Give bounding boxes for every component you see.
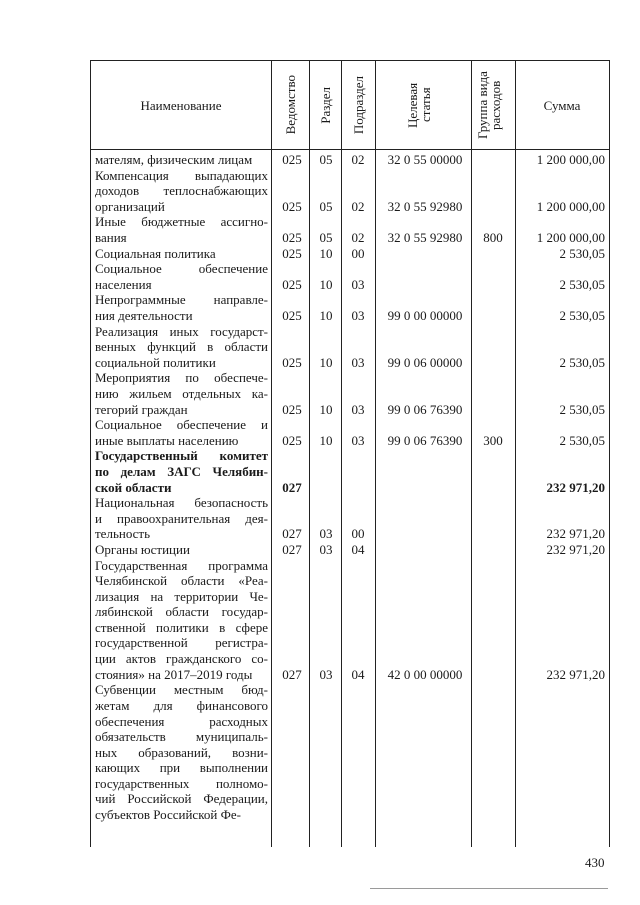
vedomstvo-cell: 025	[282, 229, 302, 245]
row-name	[95, 168, 268, 215]
summa-cell: 1 200 000,00	[536, 198, 605, 214]
table-row	[91, 214, 609, 245]
razdel-cell: 03	[319, 541, 333, 557]
table-row	[91, 448, 609, 495]
row-name-line: Субвенции местным бюд-	[95, 682, 268, 698]
razdel-cell: 10	[319, 432, 333, 448]
summa-cell: 2 530,05	[559, 307, 605, 323]
row-name	[95, 152, 268, 168]
header-summa-text: Сумма	[543, 97, 581, 113]
podrazdel-cell: 03	[351, 354, 365, 370]
podrazdel-cell: 02	[351, 152, 365, 167]
razdel-cell: 10	[319, 401, 333, 417]
table-row	[91, 324, 609, 371]
summa-cell: 232 971,20	[546, 541, 605, 557]
row-name-line: обязательств муниципаль-	[95, 729, 268, 745]
table-row	[91, 152, 609, 168]
header-summa	[515, 61, 609, 149]
podrazdel-cell: 00	[351, 245, 365, 261]
header-gruppa	[471, 61, 515, 149]
celevaya-cell: 32 0 55 92980	[387, 229, 463, 245]
table-row	[91, 542, 609, 558]
row-name	[95, 324, 268, 371]
podrazdel-cell: 04	[351, 541, 365, 557]
header-celevaya	[375, 61, 471, 149]
row-name-line: лябинской области государ-	[95, 604, 268, 620]
row-name-line: Реализация иных государст-	[95, 323, 268, 339]
vedomstvo-cell: 025	[282, 307, 302, 323]
celevaya-cell: 42 0 00 00000	[387, 666, 463, 682]
row-name	[95, 558, 268, 683]
row-name-line: венных функций в области	[95, 339, 268, 355]
header-razdel	[309, 61, 341, 149]
row-name	[95, 261, 268, 292]
row-name	[95, 214, 268, 245]
razdel-cell: 10	[319, 276, 333, 292]
podrazdel-cell: 02	[351, 229, 365, 245]
row-name-line: тегорий граждан	[95, 401, 188, 417]
header-name-text: Наименование	[140, 97, 222, 113]
razdel-cell: 10	[319, 307, 333, 323]
row-name-line: ных образований, возни-	[95, 744, 268, 760]
row-name-line: Социальная политика	[95, 245, 216, 261]
celevaya-cell: 99 0 00 00000	[387, 307, 463, 323]
vedomstvo-cell: 025	[282, 276, 302, 292]
summa-cell: 232 971,20	[546, 479, 605, 495]
footer-rule	[370, 888, 608, 889]
header-vedomstvo	[271, 61, 309, 149]
table-row	[91, 246, 609, 262]
summa-cell: 232 971,20	[546, 526, 605, 542]
table-row	[91, 682, 609, 822]
row-name	[95, 370, 268, 417]
row-name-line: кающих при выполнении	[95, 760, 268, 776]
table-row	[91, 168, 609, 215]
row-name	[95, 417, 268, 448]
row-name-line: тельность	[95, 526, 151, 542]
row-name-line: Непрограммные направле-	[95, 292, 268, 308]
summa-cell: 2 530,05	[559, 354, 605, 370]
podrazdel-cell: 03	[351, 276, 365, 292]
vedomstvo-cell: 025	[282, 432, 302, 448]
row-name-line: ской области	[95, 479, 172, 495]
summa-cell: 2 530,05	[559, 432, 605, 448]
row-name-line: государственных полномо-	[95, 775, 268, 791]
row-name-line: государственной регистра-	[95, 635, 268, 651]
summa-cell: 2 530,05	[559, 245, 605, 261]
table-row	[91, 292, 609, 323]
vedomstvo-cell: 025	[282, 198, 302, 214]
header-name	[91, 61, 271, 149]
table-body	[91, 152, 609, 823]
razdel-cell: 05	[319, 152, 333, 167]
row-name	[95, 448, 268, 495]
razdel-cell: 05	[319, 229, 333, 245]
celevaya-cell: 32 0 55 00000	[387, 152, 463, 167]
row-name-line: и правоохранительная дея-	[95, 510, 268, 526]
row-name-line: ции актов гражданского со-	[95, 651, 268, 667]
header-gruppa-text: Группа вида расходов	[475, 71, 503, 139]
row-name-line: субъектов Российской Фе-	[95, 807, 241, 823]
vedomstvo-cell: 025	[282, 152, 302, 167]
row-name-line: ния деятельности	[95, 307, 193, 323]
header-celevaya-text: Целевая статья	[405, 82, 433, 128]
row-name-line: обеспечения расходных	[95, 713, 268, 729]
row-name	[95, 542, 268, 558]
celevaya-cell: 99 0 06 76390	[387, 432, 463, 448]
row-name	[95, 682, 268, 822]
row-name-line: доходов теплоснабжающих	[95, 183, 268, 199]
row-name-line: Государственный комитет	[95, 448, 268, 464]
podrazdel-cell: 04	[351, 666, 365, 682]
podrazdel-cell: 02	[351, 198, 365, 214]
table-row	[91, 370, 609, 417]
celevaya-cell: 99 0 06 00000	[387, 354, 463, 370]
header-podrazdel	[341, 61, 375, 149]
podrazdel-cell: 03	[351, 307, 365, 323]
row-name-line: чий Российской Федерации,	[95, 791, 268, 807]
row-name	[95, 495, 268, 542]
row-name-line: вания	[95, 229, 127, 245]
row-name-line: стояния» на 2017–2019 годы	[95, 666, 253, 682]
header-podrazdel-text: Подраздел	[350, 75, 366, 135]
summa-cell: 2 530,05	[559, 401, 605, 417]
celevaya-cell: 32 0 55 92980	[387, 198, 463, 214]
row-name-line: ственной политики в сфере	[95, 619, 268, 635]
vedomstvo-cell: 027	[282, 479, 302, 495]
vedomstvo-cell: 027	[282, 666, 302, 682]
row-name	[95, 292, 268, 323]
summa-cell: 2 530,05	[559, 276, 605, 292]
table-row	[91, 417, 609, 448]
budget-table	[90, 60, 610, 847]
row-name-line: иные выплаты населению	[95, 432, 239, 448]
header-vedomstvo-text: Ведомство	[282, 75, 298, 135]
row-name-line: населения	[95, 276, 152, 292]
row-name-line: социальной политики	[95, 354, 216, 370]
summa-cell: 1 200 000,00	[536, 152, 605, 167]
razdel-cell: 10	[319, 354, 333, 370]
table-row	[91, 495, 609, 542]
row-name-line: Мероприятия по обеспече-	[95, 370, 268, 386]
header-razdel-text: Раздел	[317, 86, 333, 124]
row-name-line: Челябинской области «Реа-	[95, 573, 268, 589]
row-name-line: нию жильем отдельных ка-	[95, 385, 268, 401]
row-name-line: Социальное обеспечение и	[95, 417, 268, 433]
row-name	[95, 246, 268, 262]
header-divider	[91, 149, 609, 150]
table-row	[91, 261, 609, 292]
row-name-line: Органы юстиции	[95, 541, 190, 557]
row-name-line: по делам ЗАГС Челябин-	[95, 463, 268, 479]
gruppa-cell: 300	[483, 432, 503, 448]
vedomstvo-cell: 027	[282, 526, 302, 542]
podrazdel-cell: 03	[351, 401, 365, 417]
podrazdel-cell: 03	[351, 432, 365, 448]
row-name-line: организаций	[95, 198, 165, 214]
celevaya-cell: 99 0 06 76390	[387, 401, 463, 417]
vedomstvo-cell: 025	[282, 401, 302, 417]
row-name-line: лизация на территории Че-	[95, 588, 268, 604]
summa-cell: 232 971,20	[546, 666, 605, 682]
vedomstvo-cell: 027	[282, 541, 302, 557]
row-name-line: Иные бюджетные ассигно-	[95, 214, 268, 230]
gruppa-cell: 800	[483, 229, 503, 245]
row-name-line: Компенсация выпадающих	[95, 167, 268, 183]
row-name-line: жетам для финансового	[95, 697, 268, 713]
vedomstvo-cell: 025	[282, 354, 302, 370]
vedomstvo-cell: 025	[282, 245, 302, 261]
row-name-line: Государственная программа	[95, 557, 268, 573]
razdel-cell: 05	[319, 198, 333, 214]
summa-cell: 1 200 000,00	[536, 229, 605, 245]
table-row	[91, 558, 609, 683]
razdel-cell: 10	[319, 245, 333, 261]
podrazdel-cell: 00	[351, 526, 365, 542]
row-name-line: Социальное обеспечение	[95, 261, 268, 277]
row-name-line: мателям, физическим лицам	[95, 152, 253, 167]
row-name-line: Национальная безопасность	[95, 495, 268, 511]
razdel-cell: 03	[319, 526, 333, 542]
razdel-cell: 03	[319, 666, 333, 682]
page-number: 430	[585, 855, 605, 870]
